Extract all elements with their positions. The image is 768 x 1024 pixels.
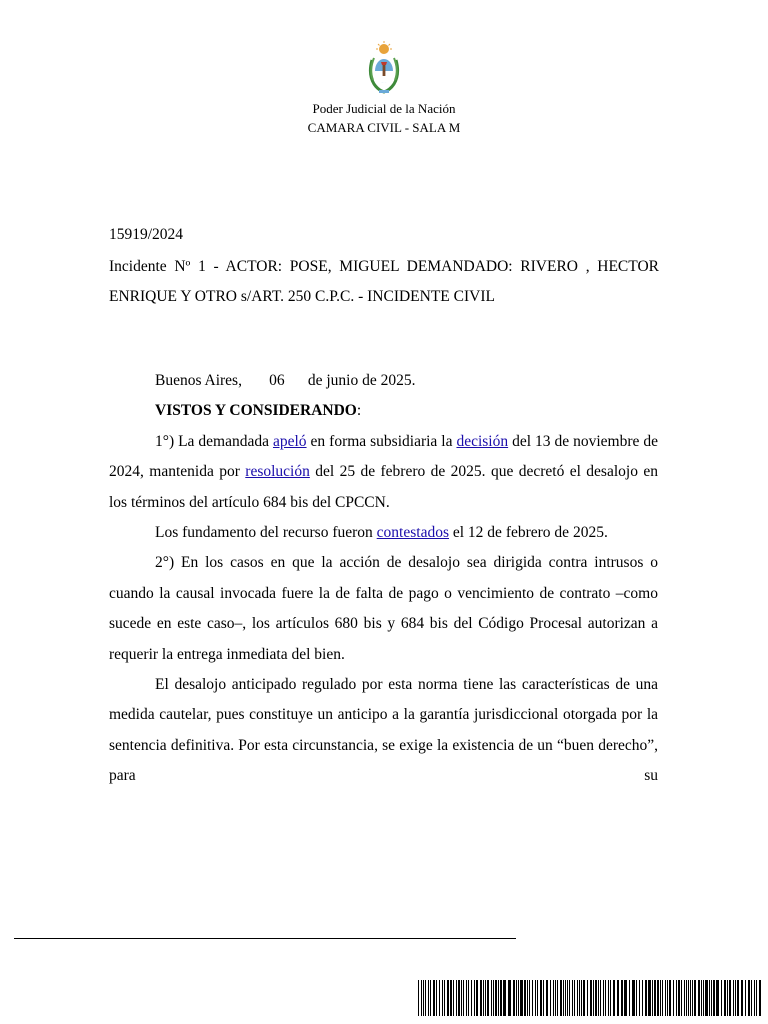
barcode-bar bbox=[587, 980, 588, 1016]
barcode-bar bbox=[447, 980, 449, 1016]
p1-text-c: del 13 de noviembre de 2024, mantenida por bbox=[109, 432, 658, 481]
paragraph-2 bbox=[109, 518, 658, 548]
decision-link[interactable]: decisión bbox=[456, 432, 509, 450]
barcode-bar bbox=[639, 980, 640, 1016]
barcode-bar bbox=[724, 980, 726, 1016]
barcode-bar bbox=[543, 980, 544, 1016]
barcode-bar bbox=[466, 980, 467, 1016]
barcode-bar bbox=[681, 980, 682, 1016]
barcode-bar bbox=[645, 980, 647, 1016]
barcode-bar bbox=[442, 980, 443, 1016]
barcode-bar bbox=[418, 980, 419, 1016]
resolution-body bbox=[109, 366, 658, 792]
case-caption: Incidente Nº 1 - ACTOR: POSE, MIGUEL DEMANDADO: RIVERO , HECTOR ENRIQUE Y OTRO s/ART. 250 C.P.C. - INCIDENTE CIVIL bbox=[109, 258, 659, 305]
barcode-bar bbox=[648, 980, 651, 1016]
barcode-bar bbox=[553, 980, 554, 1016]
barcode-bar bbox=[425, 980, 426, 1016]
barcode-bar bbox=[476, 980, 478, 1016]
barcode-bar bbox=[581, 980, 582, 1016]
barcode-bar bbox=[748, 980, 750, 1016]
barcode-bar bbox=[598, 980, 599, 1016]
barcode-bar bbox=[518, 980, 519, 1016]
barcode-bar bbox=[593, 980, 594, 1016]
coat-of-arms-icon bbox=[364, 40, 404, 96]
barcode-bar bbox=[421, 980, 422, 1016]
barcode-bar bbox=[613, 980, 615, 1016]
barcode-bar bbox=[737, 980, 739, 1016]
chamber-name: CAMARA CIVIL - SALA M bbox=[307, 120, 461, 135]
barcode-bar bbox=[716, 980, 719, 1016]
barcode-bar bbox=[709, 980, 710, 1016]
barcode-bar bbox=[563, 980, 564, 1016]
barcode-bar bbox=[701, 980, 702, 1016]
barcode-bar bbox=[692, 980, 693, 1016]
footer-divider bbox=[14, 938, 516, 939]
barcode-bar bbox=[754, 980, 755, 1016]
barcode-bar bbox=[480, 980, 482, 1016]
barcode-bar bbox=[529, 980, 530, 1016]
barcode-bar bbox=[595, 980, 597, 1016]
paragraph-3: 2°) En los casos en que la acción de desalojo sea dirigida contra intrusos o cuando la causal invocada fuere la de falta de pago o vencimiento de contrato –como sucede en este caso–, los artículos 680 bis y 684 bis del Código Procesal autorizan a requerir la entrega inmediata del bien. bbox=[109, 554, 658, 663]
barcode-bar bbox=[745, 980, 746, 1016]
p2-text-b: el 12 de febrero de 2025. bbox=[449, 524, 608, 542]
barcode-bar bbox=[463, 980, 464, 1016]
barcode-bar bbox=[721, 980, 722, 1016]
barcode-bar bbox=[727, 980, 728, 1016]
barcode-bar bbox=[500, 980, 502, 1016]
barcode-bar bbox=[694, 980, 696, 1016]
barcode-bar bbox=[487, 980, 489, 1016]
barcode-bar bbox=[508, 980, 511, 1016]
barcode-bar bbox=[751, 980, 752, 1016]
barcode-bar bbox=[483, 980, 484, 1016]
p1-text-b: en forma subsidiaria la bbox=[306, 432, 457, 450]
barcode-bar bbox=[444, 980, 445, 1016]
barcode-bar bbox=[468, 980, 469, 1016]
barcode-bar bbox=[657, 980, 659, 1016]
date-rest: de junio de 2025. bbox=[307, 372, 416, 389]
barcode-bar bbox=[540, 980, 542, 1016]
barcode-bar bbox=[485, 980, 486, 1016]
barcode-bar bbox=[617, 980, 619, 1016]
barcode-bar bbox=[471, 980, 472, 1016]
barcode-icon bbox=[418, 980, 764, 1016]
barcode-bar bbox=[498, 980, 499, 1016]
barcode-bar bbox=[560, 980, 562, 1016]
barcode-bar bbox=[735, 980, 736, 1016]
barcode-bar bbox=[713, 980, 715, 1016]
apelo-link[interactable]: apeló bbox=[272, 432, 307, 450]
barcode-bar bbox=[579, 980, 580, 1016]
barcode-bar bbox=[665, 980, 666, 1016]
barcode-bar bbox=[458, 980, 460, 1016]
barcode-bar bbox=[456, 980, 457, 1016]
barcode-bar bbox=[673, 980, 674, 1016]
barcode-bar bbox=[729, 980, 731, 1016]
resolucion-link[interactable]: resolución bbox=[245, 463, 310, 481]
barcode-bar bbox=[433, 980, 435, 1016]
barcode-bar bbox=[669, 980, 671, 1016]
p1-text-d: del 25 de febrero de 2025. que decretó el desalojo en los términos del artículo 684 bis del CPCCN. bbox=[109, 463, 658, 511]
barcode-bar bbox=[439, 980, 440, 1016]
barcode-bar bbox=[572, 980, 573, 1016]
barcode-bar bbox=[495, 980, 497, 1016]
barcode-bar bbox=[629, 980, 630, 1016]
heading-text: VISTOS Y CONSIDERANDO bbox=[155, 402, 357, 420]
barcode-bar bbox=[605, 980, 606, 1016]
barcode-bar bbox=[600, 980, 601, 1016]
barcode-bar bbox=[503, 980, 506, 1016]
p1-text-a: 1°) La demandada bbox=[155, 432, 273, 450]
barcode-bar bbox=[436, 980, 437, 1016]
barcode-bar bbox=[527, 980, 528, 1016]
barcode-bar bbox=[608, 980, 609, 1016]
barcode-bar bbox=[550, 980, 551, 1016]
barcode-bar bbox=[546, 980, 548, 1016]
paragraph-4: El desalojo anticipado regulado por esta norma tiene las características de una medida cautelar, pues constituye un anticipo a la garantía jurisdiccional otorgada por la sentencia definitiva. Por esta circunstancia, se exige la existencia de un “buen derecho”, para su bbox=[109, 676, 658, 785]
barcode-bar bbox=[759, 980, 761, 1016]
barcode-bar bbox=[688, 980, 689, 1016]
barcode-bar bbox=[667, 980, 668, 1016]
barcode-bar bbox=[532, 980, 533, 1016]
barcode-bar bbox=[565, 980, 566, 1016]
p2-text-a: Los fundamento del recurso fueron bbox=[155, 524, 377, 542]
barcode-bar bbox=[450, 980, 452, 1016]
barcode-bar bbox=[569, 980, 570, 1016]
barcode-bar bbox=[678, 980, 680, 1016]
barcode-bar bbox=[654, 980, 656, 1016]
heading-colon: : bbox=[356, 402, 362, 420]
section-heading bbox=[109, 396, 658, 426]
barcode-bar bbox=[574, 980, 575, 1016]
date-line bbox=[109, 366, 658, 396]
barcode-bar bbox=[491, 980, 492, 1016]
barcode-bar bbox=[557, 980, 558, 1016]
barcode-bar bbox=[474, 980, 475, 1016]
barcode-bar bbox=[610, 980, 611, 1016]
barcode-bar bbox=[537, 980, 538, 1016]
date-day: 06 bbox=[269, 372, 285, 389]
barcode-bar bbox=[516, 980, 517, 1016]
barcode-bar bbox=[535, 980, 536, 1016]
barcode-bar bbox=[555, 980, 556, 1016]
barcode-bar bbox=[513, 980, 515, 1016]
barcode-bar bbox=[590, 980, 592, 1016]
barcode-bar bbox=[660, 980, 661, 1016]
barcode-bar bbox=[583, 980, 585, 1016]
barcode-bar bbox=[642, 980, 643, 1016]
date-place: Buenos Aires, bbox=[155, 372, 242, 389]
barcode-bar bbox=[636, 980, 637, 1016]
barcode-bar bbox=[621, 980, 623, 1016]
barcode-bar bbox=[733, 980, 734, 1016]
contestados-link[interactable]: contestados bbox=[376, 524, 449, 542]
barcode-bar bbox=[430, 980, 431, 1016]
barcode-bar bbox=[703, 980, 704, 1016]
barcode-bar bbox=[686, 980, 687, 1016]
barcode-bar bbox=[524, 980, 526, 1016]
court-name: Poder Judicial de la Nación bbox=[312, 101, 456, 116]
case-number: 15919/2024 bbox=[109, 226, 184, 243]
barcode-bar bbox=[698, 980, 700, 1016]
barcode-bar bbox=[453, 980, 454, 1016]
barcode-bar bbox=[756, 980, 757, 1016]
barcode-bar bbox=[461, 980, 462, 1016]
barcode-bar bbox=[684, 980, 685, 1016]
barcode-bar bbox=[632, 980, 635, 1016]
barcode-bar bbox=[520, 980, 523, 1016]
barcode-bar bbox=[577, 980, 578, 1016]
barcode-bar bbox=[705, 980, 708, 1016]
barcode-bar bbox=[676, 980, 677, 1016]
barcode-bar bbox=[428, 980, 429, 1016]
barcode-bar bbox=[423, 980, 424, 1016]
barcode-bar bbox=[652, 980, 653, 1016]
barcode-bar bbox=[711, 980, 712, 1016]
barcode-bar bbox=[567, 980, 568, 1016]
barcode-bar bbox=[603, 980, 604, 1016]
barcode-bar bbox=[690, 980, 691, 1016]
barcode-bar bbox=[662, 980, 663, 1016]
barcode-bar bbox=[741, 980, 743, 1016]
paragraph-1 bbox=[109, 427, 658, 518]
barcode-bar bbox=[493, 980, 494, 1016]
barcode-bar bbox=[624, 980, 627, 1016]
